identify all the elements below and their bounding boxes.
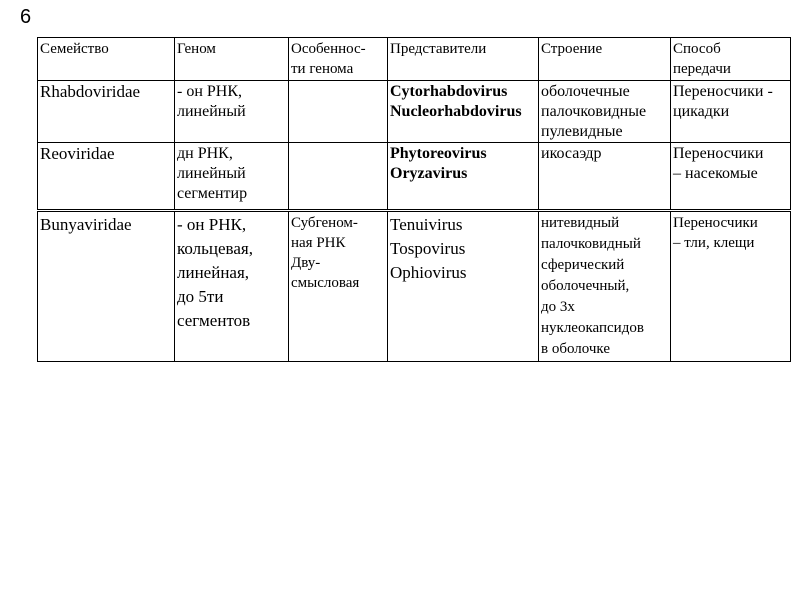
cell-text-line: Ophiovirus: [390, 263, 467, 282]
header-cell-structure: [539, 38, 671, 81]
genome-features-cell: [289, 81, 388, 143]
header-cell-family: [38, 38, 175, 81]
structure-cell: [539, 81, 671, 143]
genome-features-cell: [289, 211, 388, 362]
transmission-cell: [671, 143, 791, 211]
cell-text-line: палочковидный: [541, 236, 641, 252]
cell-text-line: Дву-: [291, 255, 321, 271]
cell-text-line: сегментир: [177, 185, 248, 202]
representatives-cell: [388, 211, 539, 362]
cell-text-line: Особеннос-: [291, 41, 366, 57]
header-cell-transmission: [671, 38, 791, 81]
cell-text-line: нитевидный: [541, 215, 620, 231]
cell-text-line: дн РНК,: [177, 145, 233, 162]
genome-cell: [175, 143, 289, 211]
cell-text-line: до 5ти: [177, 287, 224, 306]
cell-text-line: Tenuivirus: [390, 215, 463, 234]
header-cell-genome: [175, 38, 289, 81]
cell-text-line: оболочечный,: [541, 278, 630, 294]
cell-text-line: линейный: [177, 103, 246, 120]
cell-text-line: Cytorhabdovirus: [390, 83, 508, 100]
cell-text-line: Способ: [673, 41, 721, 57]
slide-number: 6: [20, 6, 32, 28]
genome-features-cell: [289, 143, 388, 211]
genome-cell: [175, 211, 289, 362]
cell-text-line: палочковидные: [541, 103, 647, 120]
header-cell-genome-features: [289, 38, 388, 81]
cell-text-line: Oryzavirus: [390, 165, 468, 182]
cell-text-line: нуклеокапсидов: [541, 320, 644, 336]
cell-text-line: Переносчики -: [673, 83, 773, 100]
cell-text-line: ти генома: [291, 61, 354, 77]
cell-text-line: в оболочке: [541, 341, 610, 357]
representatives-cell: [388, 81, 539, 143]
cell-text-line: – тли, клещи: [673, 235, 755, 251]
structure-cell: [539, 211, 671, 362]
cell-text-line: Геном: [177, 41, 216, 57]
structure-cell: [539, 143, 671, 211]
cell-text-line: Переносчики: [673, 215, 758, 231]
family-cell: [38, 81, 175, 143]
cell-text-line: - он РНК,: [177, 215, 247, 234]
table-row: [38, 143, 791, 211]
table-row: [38, 81, 791, 143]
cell-text-line: до 3х: [541, 299, 575, 315]
cell-text-line: сегментов: [177, 311, 251, 330]
cell-text-line: Rhabdoviridae: [40, 82, 141, 101]
cell-text-line: – насекомые: [673, 165, 758, 182]
cell-text-line: - он РНК,: [177, 83, 243, 100]
family-cell: [38, 211, 175, 362]
genome-cell: [175, 81, 289, 143]
cell-text-line: оболочечные: [541, 83, 630, 100]
cell-text-line: кольцевая,: [177, 239, 253, 258]
cell-text-line: сферический: [541, 257, 625, 273]
cell-text-line: Tospovirus: [390, 239, 466, 258]
cell-text-line: Переносчики: [673, 145, 764, 162]
transmission-cell: [671, 81, 791, 143]
table-row: [38, 211, 791, 362]
cell-text-line: Nucleorhabdovirus: [390, 103, 522, 120]
cell-text-line: цикадки: [673, 103, 730, 120]
cell-text-line: Субгеном-: [291, 215, 358, 231]
cell-text-line: Представители: [390, 41, 487, 57]
cell-text-line: Bunyaviridae: [40, 215, 132, 234]
cell-text-line: линейная,: [177, 263, 250, 282]
cell-text-line: линейный: [177, 165, 246, 182]
cell-text-line: пулевидные: [541, 123, 623, 140]
representatives-cell: [388, 143, 539, 211]
cell-text-line: Phytoreovirus: [390, 145, 487, 162]
cell-text-line: икосаэдр: [541, 145, 602, 162]
cell-text-line: Семейство: [40, 41, 109, 57]
cell-text-line: передачи: [673, 61, 731, 77]
family-cell: [38, 143, 175, 211]
cell-text-line: смысловая: [291, 275, 360, 291]
transmission-cell: [671, 211, 791, 362]
cell-text-line: Строение: [541, 41, 603, 57]
virus-families-table: [37, 37, 791, 362]
cell-text-line: Reoviridae: [40, 144, 115, 163]
header-cell-representatives: [388, 38, 539, 81]
cell-text-line: ная РНК: [291, 235, 346, 251]
table-header-row: [38, 38, 791, 81]
